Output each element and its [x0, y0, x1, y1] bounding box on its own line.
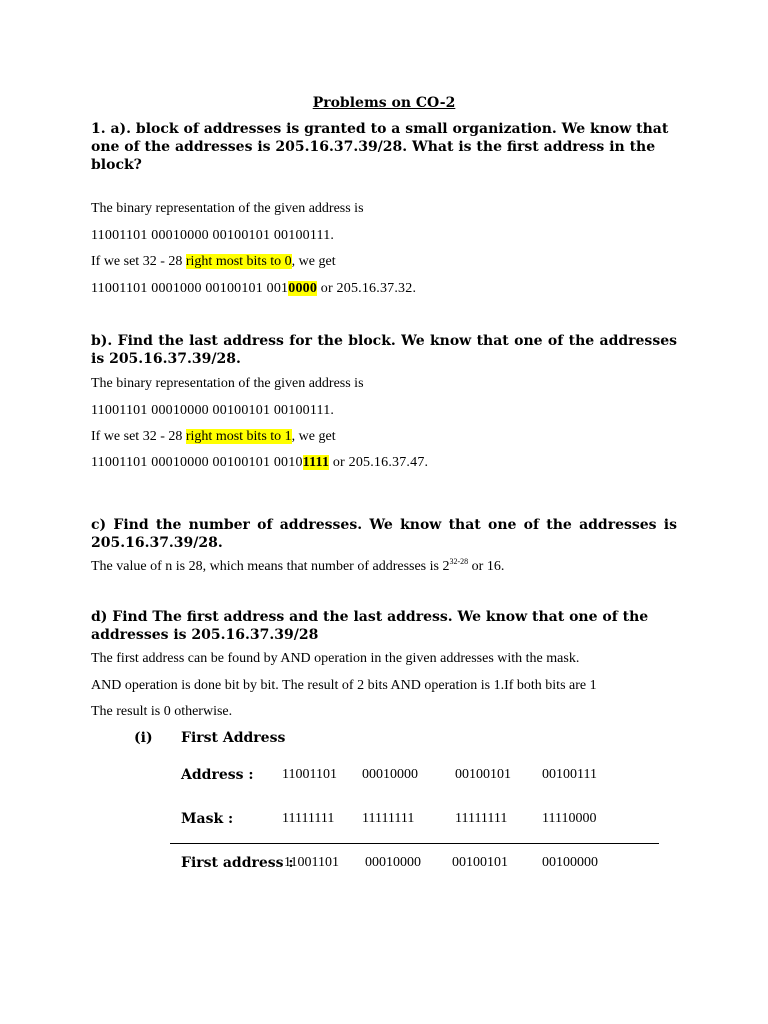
subsection-title: First Address — [181, 730, 286, 746]
first-address-octet-1: 11001101 — [284, 855, 339, 870]
question-d: d) Find The first address and the last address. We know that one of the addresses is 205.16.37.39/28 — [91, 609, 649, 643]
a-line-4-highlight: 0000 — [288, 281, 318, 296]
address-octet-4: 00100111 — [542, 767, 597, 782]
a-line-4 — [91, 281, 416, 297]
a-line-3 — [91, 254, 336, 270]
a-line-3-post: , we get — [291, 254, 336, 269]
c-line-1-post: or 16. — [468, 559, 505, 574]
b-line-3 — [91, 429, 336, 445]
first-address-octet-3: 00100101 — [452, 855, 508, 870]
table-divider — [170, 843, 659, 844]
first-address-octet-4: 00100000 — [542, 855, 598, 870]
a-line-2: 11001101 00010000 00100101 00100111. — [91, 228, 335, 243]
b-line-4-highlight: 1111 — [302, 455, 330, 470]
question-c: c) Find the number of addresses. We know that one of the addresses is 205.16.37.39/28. — [91, 517, 677, 551]
row-label-address: Address : — [181, 767, 254, 783]
b-line-2: 11001101 00010000 00100101 00100111. — [91, 403, 335, 418]
address-octet-3: 00100101 — [455, 767, 511, 782]
a-line-3-highlight: right most bits to 0 — [185, 254, 292, 269]
subsection-label: (i) — [134, 730, 153, 746]
a-line-4-pre: 11001101 0001000 00100101 001 — [91, 281, 289, 296]
question-b: b). Find the last address for the block. We know that one of the addresses is 205.16.37.39/28. — [91, 333, 677, 367]
b-line-4-pre: 11001101 00010000 00100101 0010 — [91, 455, 303, 470]
mask-octet-3: 11111111 — [455, 811, 508, 826]
row-label-first-address: First address : — [181, 855, 294, 871]
b-line-3-pre: If we set 32 - 28 — [91, 429, 186, 444]
c-line-1 — [91, 559, 504, 575]
b-line-4 — [91, 455, 428, 471]
b-line-3-post: , we get — [291, 429, 336, 444]
d-line-1: The first address can be found by AND operation in the given addresses with the mask. — [91, 651, 580, 666]
b-line-4-post: or 205.16.37.47. — [329, 455, 429, 470]
question-a: 1. a). block of addresses is granted to a small organization. We know that one of the addresses is 205.16.37.39/28. What is the first address in the block? — [91, 121, 669, 173]
c-line-1-exponent: 32-28 — [449, 557, 469, 566]
a-line-4-post: or 205.16.37.32. — [317, 281, 417, 296]
address-octet-2: 00010000 — [362, 767, 418, 782]
mask-octet-4: 11110000 — [542, 811, 597, 826]
d-line-3: The result is 0 otherwise. — [91, 704, 233, 719]
page-title: Problems on CO-2 — [312, 95, 456, 111]
mask-octet-2: 11111111 — [362, 811, 415, 826]
a-line-1: The binary representation of the given address is — [91, 201, 364, 216]
b-line-3-highlight: right most bits to 1 — [185, 429, 292, 444]
d-line-2: AND operation is done bit by bit. The result of 2 bits AND operation is 1.If both bits are 1 — [91, 678, 597, 693]
address-octet-1: 11001101 — [282, 767, 337, 782]
c-line-1-pre: The value of n is 28, which means that number of addresses is 2 — [91, 559, 450, 574]
a-line-3-pre: If we set 32 - 28 — [91, 254, 186, 269]
mask-octet-1: 11111111 — [282, 811, 335, 826]
b-line-1: The binary representation of the given address is — [91, 376, 364, 391]
row-label-mask: Mask : — [181, 811, 234, 827]
first-address-octet-2: 00010000 — [365, 855, 421, 870]
